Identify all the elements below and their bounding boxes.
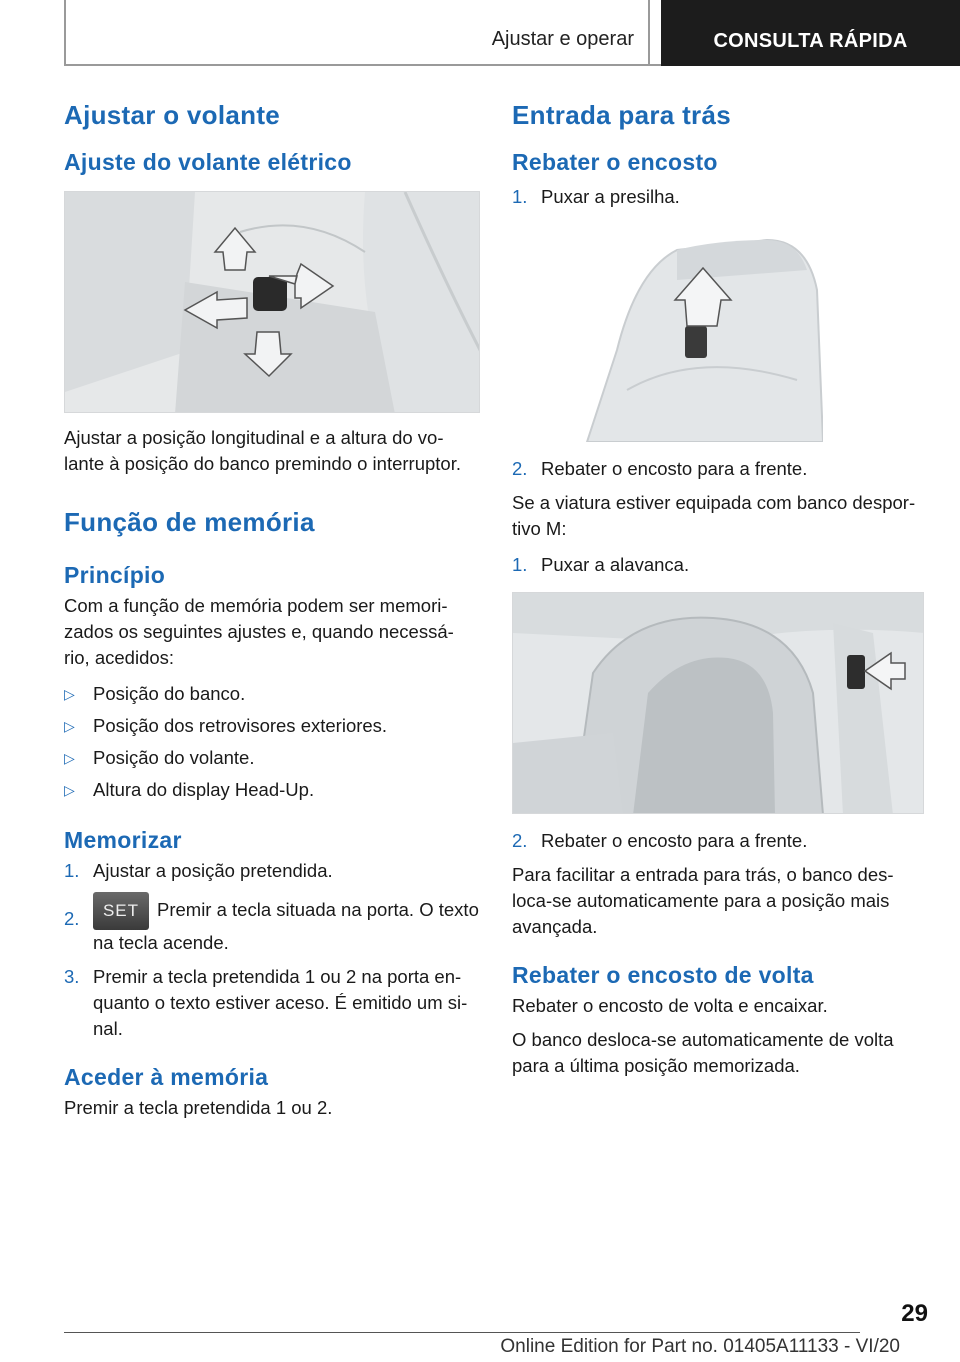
memorize-step-1: 1. Ajustar a posição pretendida.: [64, 860, 333, 881]
heading-principle: Princípio: [64, 562, 166, 588]
seat-strap-image: [567, 230, 823, 442]
set-key-icon: SET: [93, 892, 149, 930]
sport-seat-illustration: [513, 593, 924, 814]
sport-seat-image: [512, 592, 924, 814]
heading-fold-back: Rebater o encosto de volta: [512, 962, 814, 988]
easy-entry-text: Para facilitar a entrada para trás, o banco des‐ loca-se automaticamente para a posição mais avançada.: [512, 864, 894, 937]
list-item: ▷ Altura do display Head-Up.: [64, 777, 480, 803]
fold-step-1: 1. Puxar a presilha.: [512, 186, 680, 207]
heading-steering-wheel: Ajustar o volante: [64, 100, 281, 130]
list-item: ▷ Posição do banco.: [64, 681, 480, 707]
heading-recall-memory: Aceder à memória: [64, 1064, 269, 1090]
memorize-step-3: 3. Premir a tecla pretendida 1 ou 2 na porta en‐ quanto o texto estiver aceso. É emitido um si‐ nal.: [64, 966, 468, 1039]
list-item: ▷ Posição do volante.: [64, 745, 480, 771]
steering-switch-illustration: [65, 192, 480, 413]
bullet-triangle-icon: ▷: [64, 750, 75, 766]
principle-text: Com a função de memória podem ser memori‐ zados os seguintes ajustes e, quando necessá‐ rio, acedidos:: [64, 595, 454, 668]
heading-electric-steering: Ajuste do volante elétrico: [64, 149, 352, 175]
seat-strap-illustration: [567, 230, 823, 442]
list-item: ▷ Posição dos retrovisores exteriores.: [64, 713, 480, 739]
bullet-triangle-icon: ▷: [64, 718, 75, 734]
fold-back-memory-text: O banco desloca-se automaticamente de volta para a última posição memorizada.: [512, 1029, 894, 1076]
page-number: 29: [901, 1300, 928, 1327]
memorize-step-2: 2. SET Premir a tecla situada na porta. O texto na tecla acende.: [64, 892, 480, 956]
bullet-triangle-icon: ▷: [64, 782, 75, 798]
right-column: [512, 100, 924, 1079]
heading-fold-backrest: Rebater o encosto: [512, 149, 718, 175]
heading-rear-entry: Entrada para trás: [512, 100, 731, 130]
footer-divider: [64, 1332, 860, 1333]
chapter-tab-label: CONSULTA RÁPIDA: [713, 29, 908, 52]
sport-seat-text: Se a viatura estiver equipada com banco despor‐ tivo M:: [512, 492, 916, 539]
steering-switch-image: [64, 191, 480, 413]
sport-step-1: 1. Puxar a alavanca.: [512, 554, 690, 575]
fold-back-text: Rebater o encosto de volta e encaixar.: [512, 995, 828, 1016]
chapter-tab[interactable]: [661, 0, 960, 66]
recall-text: Premir a tecla pretendida 1 ou 2.: [64, 1097, 333, 1118]
left-column: [64, 100, 480, 1121]
sport-step-2: 2. Rebater o encosto para a frente.: [512, 830, 808, 851]
header-section-title: Ajustar e operar: [491, 28, 634, 50]
heading-memory-function: Função de memória: [64, 507, 315, 537]
edition-text: Online Edition for Part no. 01405A11133 - VI/20: [500, 1336, 900, 1357]
heading-memorize: Memorizar: [64, 827, 182, 853]
steering-caption: Ajustar a posição longitudinal e a altura do vo‐ lante à posição do banco premindo o interruptor.: [64, 427, 461, 474]
bullet-triangle-icon: ▷: [64, 686, 75, 702]
fold-step-2: 2. Rebater o encosto para a frente.: [512, 458, 808, 479]
